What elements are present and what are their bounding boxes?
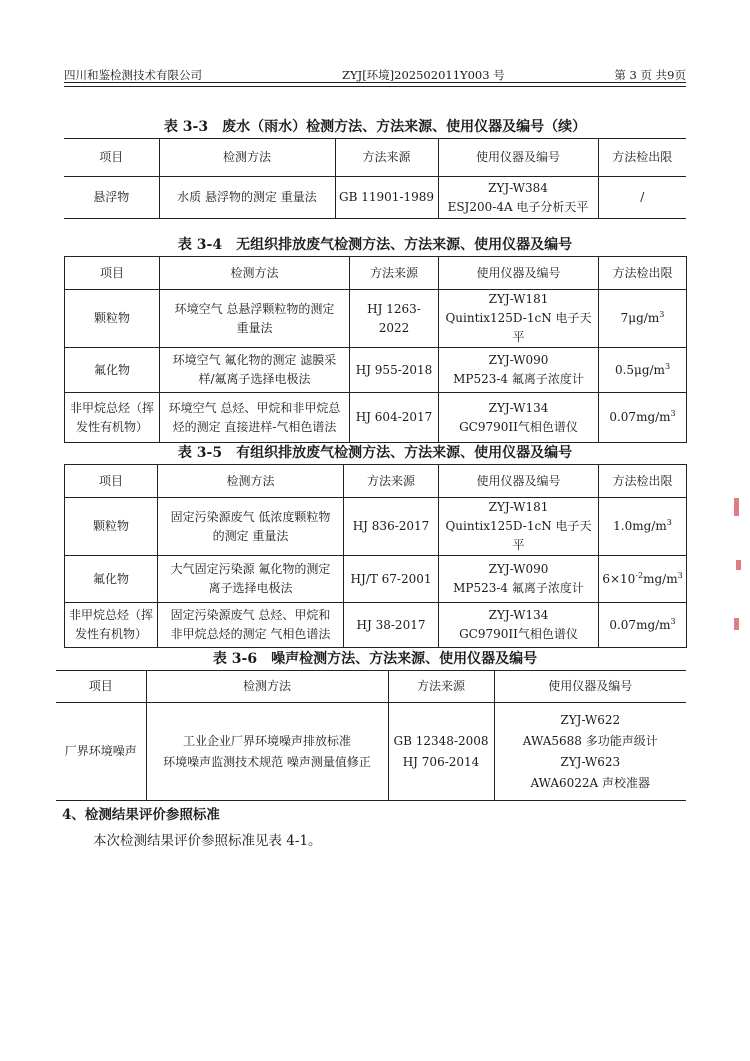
col-header: 项目: [56, 671, 146, 703]
table-title: 噪声检测方法、方法来源、使用仪器及编号: [271, 651, 538, 667]
cell-source: HJ/T 67-2001: [344, 556, 439, 603]
table-header-row: [65, 465, 687, 498]
cell-instrument: ZYJ-W181 Quintix125D-1cN 电子天平: [439, 498, 599, 556]
table-number: 表 3-6: [212, 651, 258, 667]
table-row: [65, 498, 687, 556]
col-header: 方法来源: [388, 671, 494, 703]
table-header-row: [56, 671, 686, 703]
col-header: 使用仪器及编号: [439, 465, 599, 498]
instrument-name: ESJ200-4A 电子分析天平: [447, 199, 589, 214]
table-3-3: [64, 138, 686, 219]
table-row: [65, 556, 687, 603]
table-row: [65, 290, 687, 348]
seal-mark: [734, 498, 739, 516]
cell-source: GB 11901-1989: [335, 177, 438, 219]
cell-limit: /: [598, 177, 686, 219]
cell-item: 非甲烷总烃（挥 发性有机物）: [65, 603, 158, 648]
cell-method: 环境空气 总悬浮颗粒物的测定 重量法: [160, 290, 350, 348]
page-number: 第 3 页 共9页: [614, 68, 686, 82]
col-header: 方法来源: [350, 257, 439, 290]
cell-method: 环境空气 总烃、甲烷和非甲烷总 烃的测定 直接进样-气相色谱法: [160, 393, 350, 443]
cell-instrument: ZYJ-W090 MP523-4 氟离子浓度计: [439, 348, 599, 393]
col-header: 检测方法: [160, 257, 350, 290]
table-caption: [64, 234, 686, 254]
cell-item: 厂界环境噪声: [56, 703, 146, 801]
seal-mark: [734, 618, 739, 630]
col-header: 项目: [65, 257, 160, 290]
table-row: [65, 603, 687, 648]
cell-instrument: ZYJ-W622 AWA5688 多功能声级计 ZYJ-W623 AWA6022A 声校准器: [494, 703, 686, 801]
table-3-6: [56, 670, 686, 801]
cell-limit: $1.0mg/m^3$: [599, 498, 687, 556]
page-header: [64, 64, 686, 84]
seal-mark: [736, 560, 741, 570]
report-number: ZYJ[环境]20250201​1Y003 号: [342, 68, 505, 82]
cell-source: HJ 604-2017: [350, 393, 439, 443]
col-header: 方法来源: [344, 465, 439, 498]
cell-limit: $6\times 10^{-2}mg/m^3$: [599, 556, 687, 603]
cell-item: 氟化物: [65, 348, 160, 393]
cell-limit: $0.07mg/m^3$: [599, 393, 687, 443]
col-header: 使用仪器及编号: [439, 257, 599, 290]
col-header: 项目: [64, 139, 159, 177]
section-body: 本次检测结果评价参照标准见表 4-1。: [93, 833, 322, 849]
cell-method: 工业企业厂界环境噪声排放标准 环境噪声监测技术规范 噪声测量值修正: [146, 703, 388, 801]
table-title: 有组织排放废气检测方法、方法来源、使用仪器及编号: [236, 445, 573, 461]
cell-limit: $7\mu g/m^3$: [599, 290, 687, 348]
header-rule-thin: [64, 86, 686, 87]
col-header: 方法检出限: [598, 139, 686, 177]
col-header: 检测方法: [146, 671, 388, 703]
cell-source: GB 12348-2008 HJ 706-2014: [388, 703, 494, 801]
table-number: 表 3-4: [177, 237, 223, 253]
table-number: 表 3-3: [163, 119, 209, 135]
table-row: [65, 393, 687, 443]
cell-source: HJ 836-2017: [344, 498, 439, 556]
col-header: 项目: [65, 465, 158, 498]
table-row: [65, 348, 687, 393]
cell-method: 大气固定污染源 氟化物的测定 离子选择电极法: [158, 556, 344, 603]
cell-source: HJ 1263-2022: [350, 290, 439, 348]
cell-method: 固定污染源废气 低浓度颗粒物 的测定 重量法: [158, 498, 344, 556]
cell-instrument: [438, 177, 598, 219]
col-header: 检测方法: [159, 139, 335, 177]
table-3-4: [64, 256, 687, 443]
cell-instrument: ZYJ-W090 MP523-4 氟离子浓度计: [439, 556, 599, 603]
cell-method: 固定污染源废气 总烃、甲烷和 非甲烷总烃的测定 气相色谱法: [158, 603, 344, 648]
cell-source: HJ 955-2018: [350, 348, 439, 393]
cell-limit: $0.07mg/m^3$: [599, 603, 687, 648]
cell-item: 颗粒物: [65, 498, 158, 556]
table-number: 表 3-5: [177, 445, 223, 461]
table-title: 无组织排放废气检测方法、方法来源、使用仪器及编号: [236, 237, 573, 253]
table-row: [56, 703, 686, 801]
col-header: 方法检出限: [599, 465, 687, 498]
cell-instrument: ZYJ-W134 GC9790II气相色谱仪: [439, 393, 599, 443]
header-rule: [64, 82, 686, 83]
cell-instrument: ZYJ-W134 GC9790II气相色谱仪: [439, 603, 599, 648]
col-header: 使用仪器及编号: [438, 139, 598, 177]
cell-item: 悬浮物: [64, 177, 159, 219]
col-header: 检测方法: [158, 465, 344, 498]
table-caption: [64, 116, 686, 136]
table-header-row: [65, 257, 687, 290]
cell-source: HJ 38-2017: [344, 603, 439, 648]
section-heading: 4、检测结果评价参照标准: [62, 807, 220, 823]
table-caption: [64, 442, 686, 462]
cell-item: 氟化物: [65, 556, 158, 603]
col-header: 使用仪器及编号: [494, 671, 686, 703]
table-3-5: [64, 464, 687, 648]
col-header: 方法来源: [335, 139, 438, 177]
company-name: 四川和鉴检测技术有限公司: [64, 68, 202, 82]
cell-method: 环境空气 氟化物的测定 滤膜采 样/氟离子选择电极法: [160, 348, 350, 393]
cell-item: 颗粒物: [65, 290, 160, 348]
instrument-id: ZYJ-W384: [488, 180, 548, 195]
cell-method: 水质 悬浮物的测定 重量法: [159, 177, 335, 219]
cell-limit: $0.5\mu g/m^3$: [599, 348, 687, 393]
table-title: 废水（雨水）检测方法、方法来源、使用仪器及编号（续）: [222, 119, 587, 135]
cell-item: 非甲烷总烃（挥 发性有机物）: [65, 393, 160, 443]
table-row: [64, 177, 686, 219]
cell-instrument: ZYJ-W181 Quintix125D-1cN 电子天平: [439, 290, 599, 348]
table-caption: [64, 648, 686, 668]
col-header: 方法检出限: [599, 257, 687, 290]
table-header-row: [64, 139, 686, 177]
